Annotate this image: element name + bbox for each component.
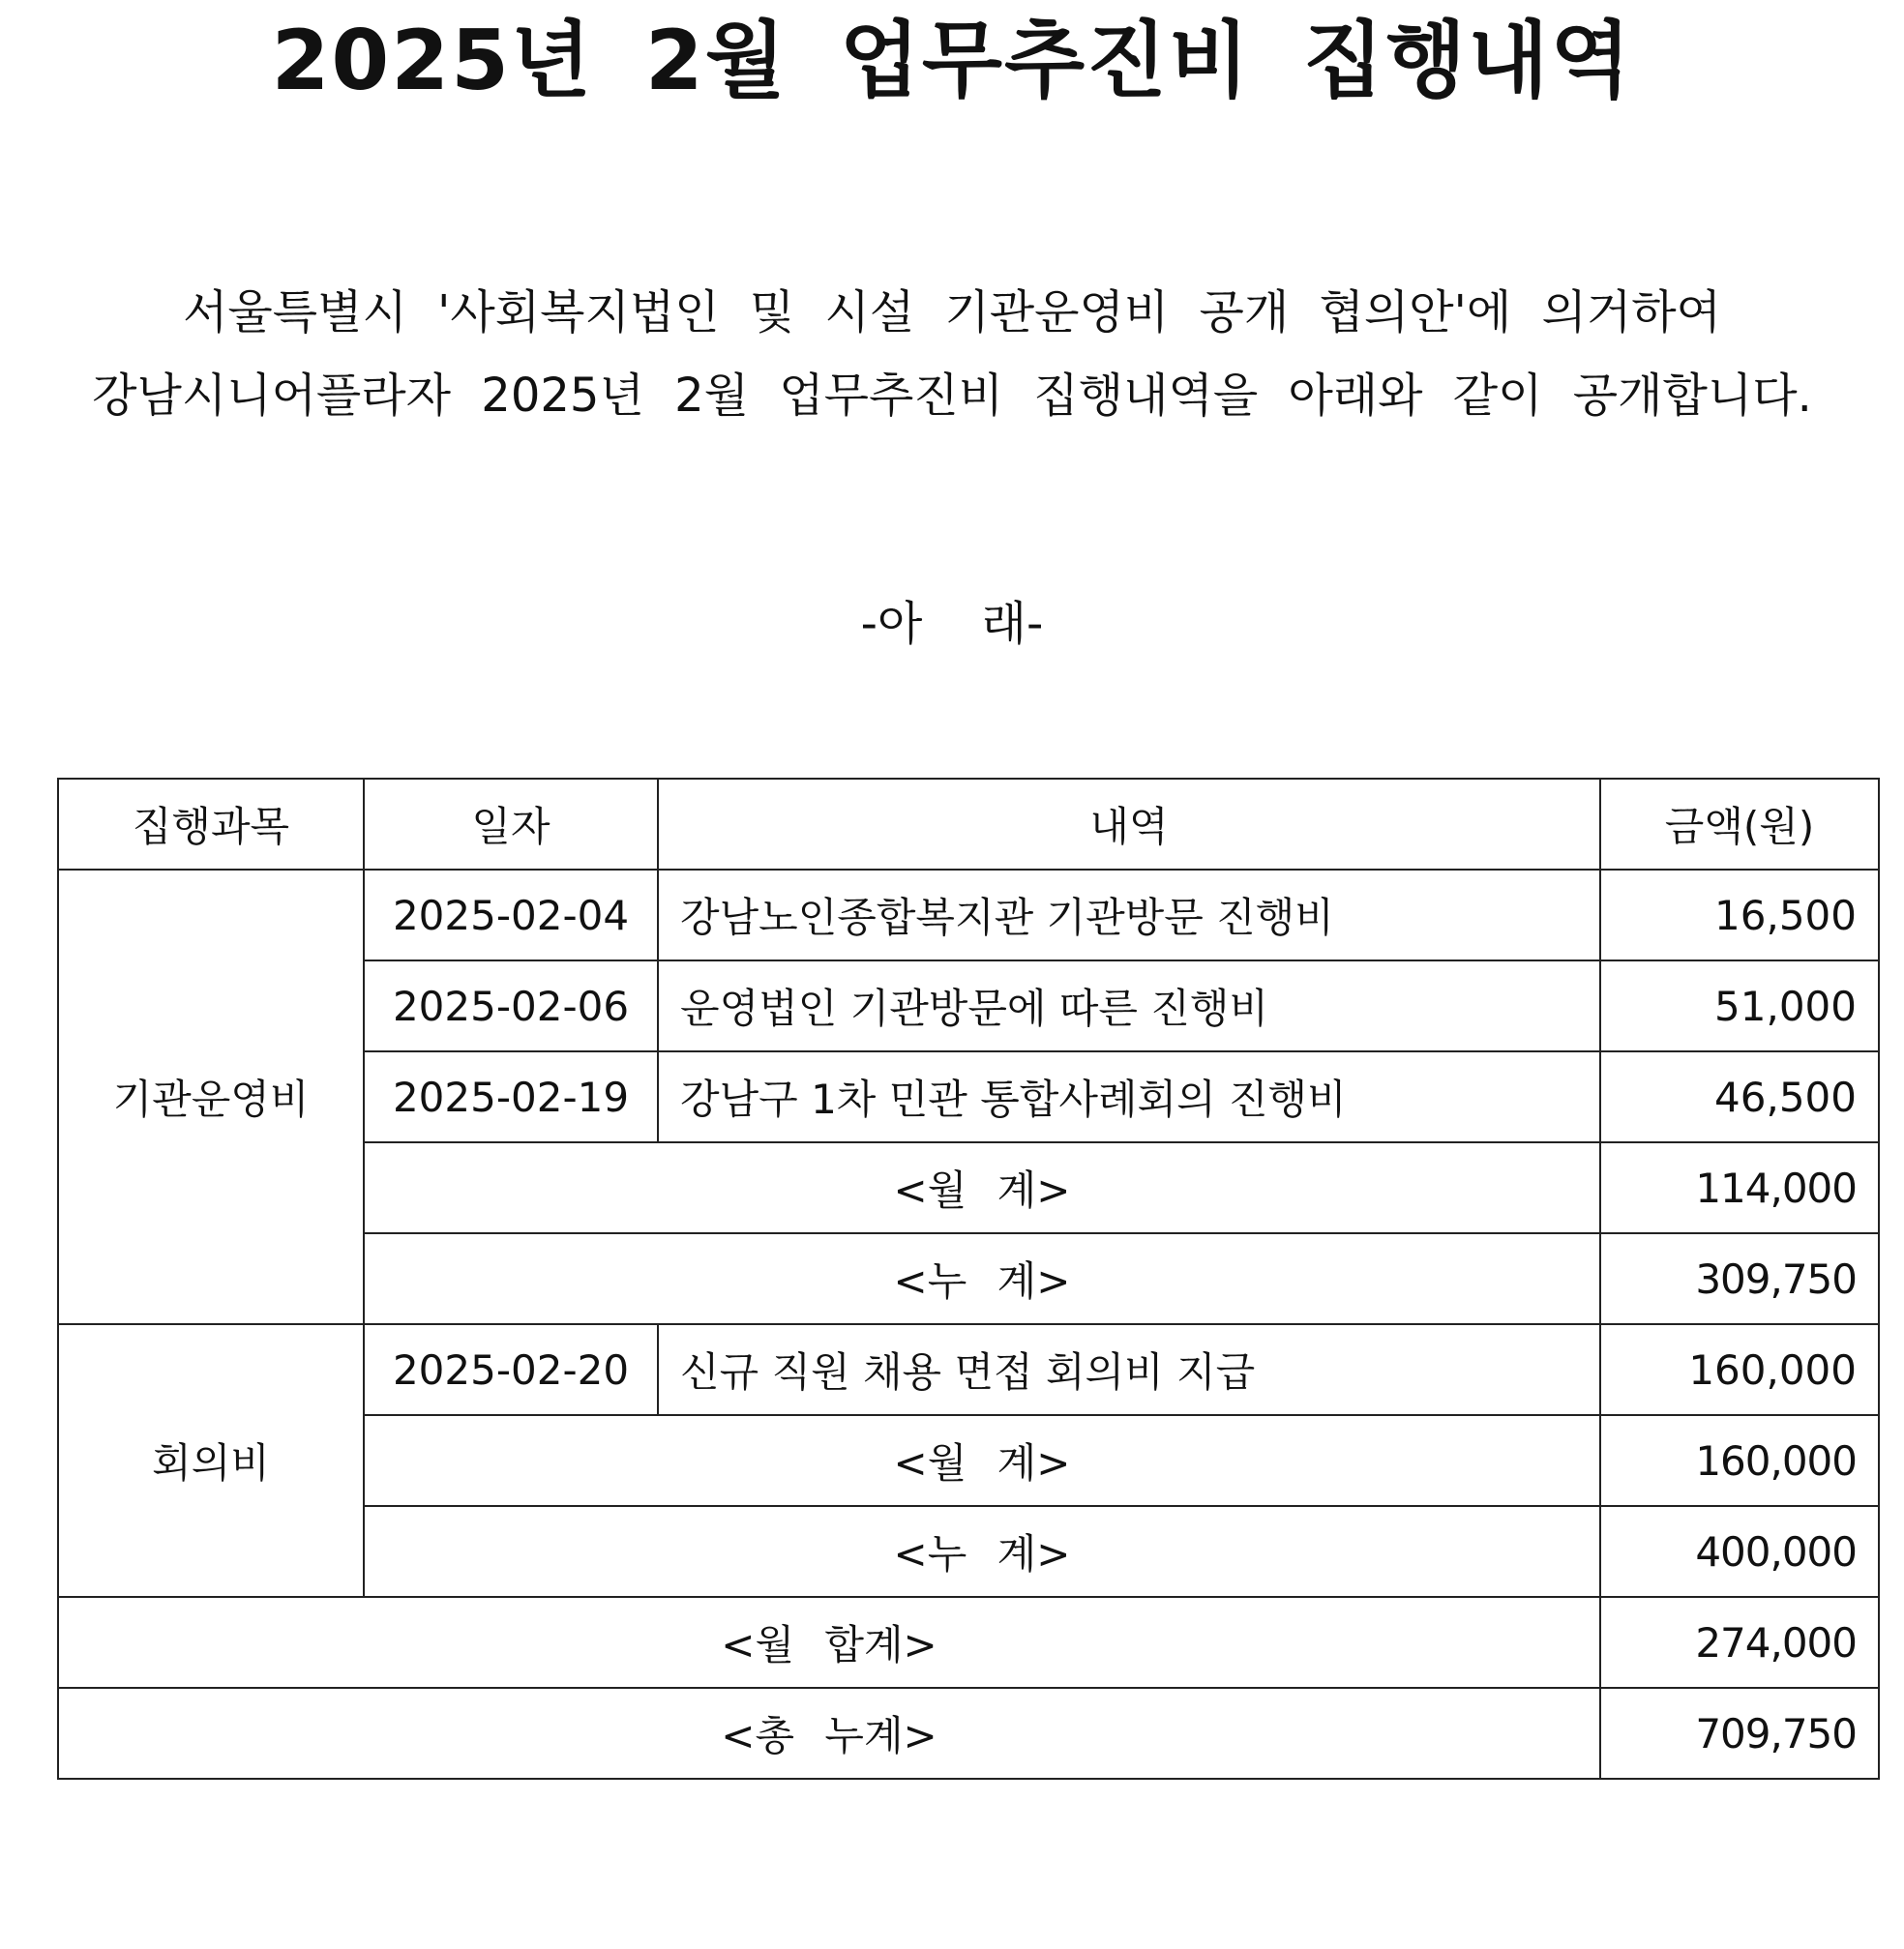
page-title: 2025년 2월 업무추진비 집행내역 — [271, 13, 1633, 109]
description-cell: 강남구 1차 민관 통합사례회의 진행비 — [658, 1051, 1600, 1142]
below-label: -아 래- — [860, 597, 1044, 651]
table-row — [58, 870, 1879, 960]
date-cell: 2025-02-20 — [364, 1324, 658, 1415]
grand-total-value: 709,750 — [1600, 1688, 1879, 1779]
intro-text — [0, 271, 1904, 437]
description-cell: 신규 직원 채용 면접 회의비 지급 — [658, 1324, 1600, 1415]
intro-line-2: 강남시니어플라자 2025년 2월 업무추진비 집행내역을 아래와 같이 공개합니다. — [92, 369, 1812, 423]
header-amount: 금액(원) — [1600, 779, 1879, 870]
cumulative-subtotal-value: 309,750 — [1600, 1233, 1879, 1324]
intro-line-1: 서울특별시 '사회복지법인 및 시설 기관운영비 공개 협의안'에 의거하여 — [183, 285, 1721, 340]
cumulative-subtotal-label: <누 계> — [364, 1506, 1600, 1597]
header-description: 내역 — [658, 779, 1600, 870]
monthly-subtotal-label: <월 계> — [364, 1415, 1600, 1506]
amount-cell: 51,000 — [1600, 960, 1879, 1051]
category-cell: 회의비 — [58, 1324, 364, 1597]
monthly-subtotal-value: 114,000 — [1600, 1142, 1879, 1233]
description-cell: 강남노인종합복지관 기관방문 진행비 — [658, 870, 1600, 960]
header-date: 일자 — [364, 779, 658, 870]
cumulative-subtotal-label: <누 계> — [364, 1233, 1600, 1324]
grand-total-row — [58, 1688, 1879, 1779]
amount-cell: 16,500 — [1600, 870, 1879, 960]
date-cell: 2025-02-06 — [364, 960, 658, 1051]
month-sum-value: 274,000 — [1600, 1597, 1879, 1688]
date-cell: 2025-02-19 — [364, 1051, 658, 1142]
amount-cell: 46,500 — [1600, 1051, 1879, 1142]
header-category: 집행과목 — [58, 779, 364, 870]
month-sum-row — [58, 1597, 1879, 1688]
monthly-subtotal-value: 160,000 — [1600, 1415, 1879, 1506]
table-header-row — [58, 779, 1879, 870]
category-cell: 기관운영비 — [58, 870, 364, 1324]
description-cell: 운영법인 기관방문에 따른 진행비 — [658, 960, 1600, 1051]
month-sum-label: <월 합계> — [58, 1597, 1600, 1688]
expense-table — [57, 778, 1880, 1780]
grand-total-label: <총 누계> — [58, 1688, 1600, 1779]
monthly-subtotal-label: <월 계> — [364, 1142, 1600, 1233]
table-row — [58, 1324, 1879, 1415]
amount-cell: 160,000 — [1600, 1324, 1879, 1415]
cumulative-subtotal-value: 400,000 — [1600, 1506, 1879, 1597]
date-cell: 2025-02-04 — [364, 870, 658, 960]
